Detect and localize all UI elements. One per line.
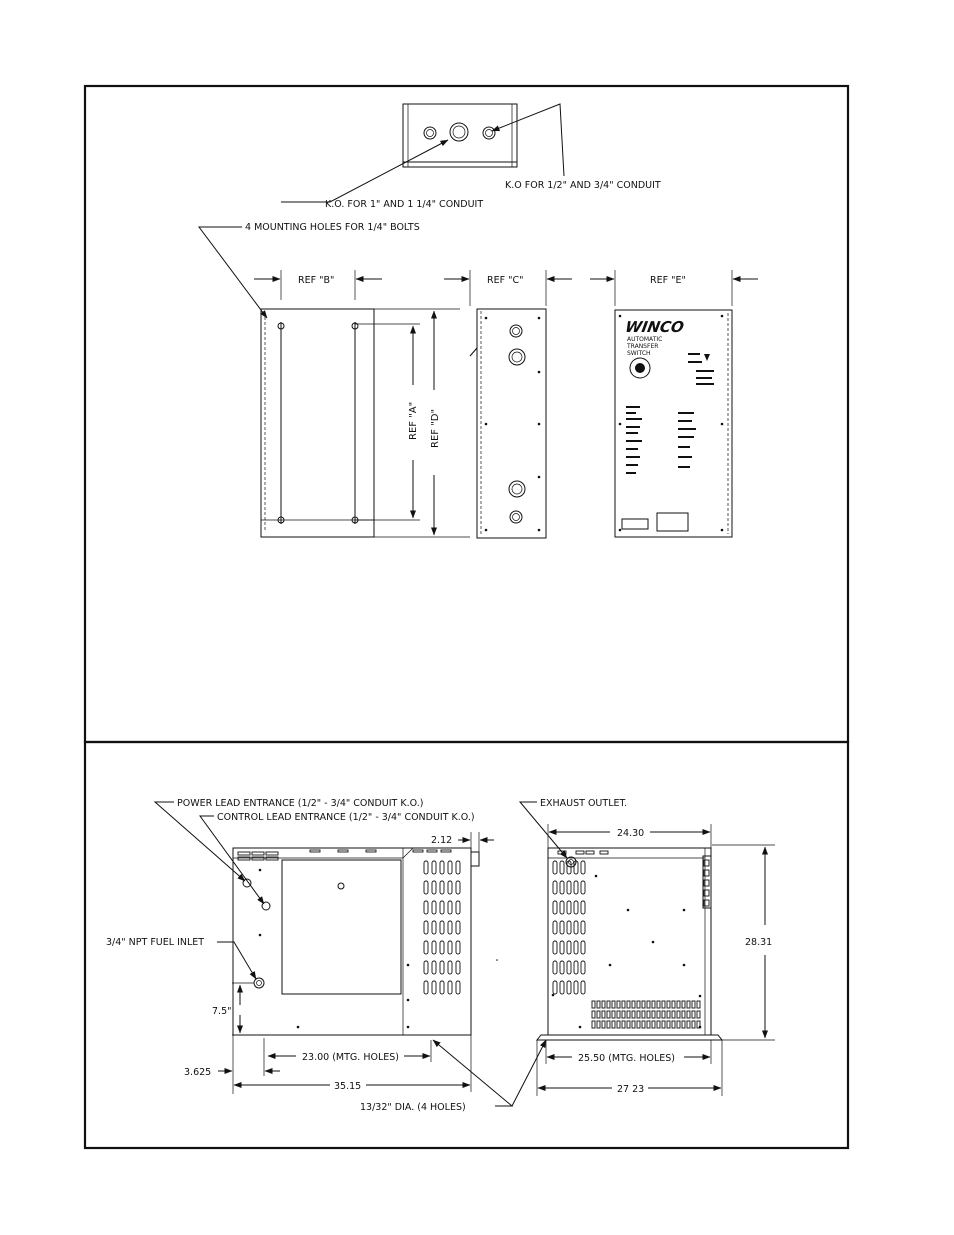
knockout-small-left bbox=[424, 127, 436, 139]
dim-7-5-label: 7.5" bbox=[212, 1006, 232, 1017]
top-vent-strips bbox=[238, 850, 451, 860]
access-door bbox=[282, 860, 401, 994]
ref-a-label: REF "A" bbox=[408, 401, 419, 440]
ref-d-dimension bbox=[374, 309, 470, 537]
side-exhaust-stub bbox=[471, 852, 479, 866]
generator-side-view bbox=[233, 848, 498, 1035]
mounting-holes-leader bbox=[199, 227, 267, 318]
ref-d-label: REF "D" bbox=[430, 408, 441, 448]
top-panel-frame bbox=[85, 86, 848, 742]
ref-b-label: REF "B" bbox=[298, 275, 335, 286]
dim-2-12 bbox=[458, 832, 494, 852]
side-knockout-1 bbox=[510, 325, 522, 337]
dim-24-30-label: 24.30 bbox=[617, 828, 645, 839]
dim-28-31-label: 28.31 bbox=[745, 937, 773, 948]
front-title-line-2: TRANSFER bbox=[627, 343, 659, 350]
side-louver-grid bbox=[424, 861, 460, 994]
dim-27-23-label: 27 23 bbox=[617, 1084, 645, 1095]
dim-2-12-label: 2.12 bbox=[431, 835, 453, 846]
dim-25-50-label: 25.50 (MTG. HOLES) bbox=[578, 1053, 675, 1064]
front-window bbox=[657, 513, 688, 531]
exhaust-leader bbox=[520, 802, 567, 858]
dim-3-625-label: 3.625 bbox=[184, 1067, 212, 1078]
brand-logo: WINCO bbox=[623, 318, 686, 336]
enclosure-rear-view bbox=[261, 309, 374, 537]
front-nameplate bbox=[622, 519, 648, 529]
warning-triangle-icon bbox=[704, 354, 710, 361]
mounting-base bbox=[537, 1035, 722, 1040]
ko-large-label: K.O. FOR 1" AND 1 1/4" CONDUIT bbox=[325, 199, 484, 210]
knockout-small-right bbox=[483, 127, 495, 139]
fuel-inlet-label: 3/4" NPT FUEL INLET bbox=[106, 937, 205, 948]
dim-35-15-label: 35.15 bbox=[334, 1081, 362, 1092]
side-knockout-2 bbox=[509, 349, 525, 365]
exhaust-label: EXHAUST OUTLET. bbox=[540, 798, 628, 809]
generator-end-view bbox=[537, 848, 722, 1040]
ref-e-label: REF "E" bbox=[650, 275, 686, 286]
enclosure-side-view bbox=[470, 309, 546, 538]
fuel-inlet-leader bbox=[217, 942, 256, 979]
holes-label: 13/32" DIA. (4 HOLES) bbox=[360, 1102, 466, 1113]
front-title-line-1: AUTOMATIC bbox=[627, 336, 663, 343]
holes-leader bbox=[433, 1040, 546, 1106]
bottom-grille bbox=[592, 1001, 700, 1028]
ref-c-label: REF "C" bbox=[487, 275, 524, 286]
dim-7-5 bbox=[232, 983, 254, 1035]
control-lead-label: CONTROL LEAD ENTRANCE (1/2" - 3/4" CONDUIT K.O.) bbox=[217, 812, 475, 823]
power-lead-label: POWER LEAD ENTRANCE (1/2" - 3/4" CONDUIT K.O.) bbox=[177, 798, 424, 809]
side-knockout-3 bbox=[509, 481, 525, 497]
end-top-vents bbox=[558, 851, 608, 854]
front-title-line-3: SWITCH bbox=[627, 350, 651, 357]
knockout-large-center bbox=[450, 123, 468, 141]
enclosure-front-view bbox=[615, 310, 732, 537]
fuel-inlet-fitting bbox=[254, 978, 264, 988]
ko-small-leader bbox=[492, 104, 564, 176]
ko-large-leader bbox=[281, 140, 448, 202]
mounting-holes-label: 4 MOUNTING HOLES FOR 1/4" BOLTS bbox=[245, 222, 420, 233]
dim-23-00-label: 23.00 (MTG. HOLES) bbox=[302, 1052, 399, 1063]
end-louver-grid bbox=[553, 861, 585, 994]
conduit-box-top-view bbox=[403, 104, 517, 167]
ko-small-label: K.O FOR 1/2" AND 3/4" CONDUIT bbox=[505, 180, 661, 191]
side-knockout-4 bbox=[510, 511, 522, 523]
